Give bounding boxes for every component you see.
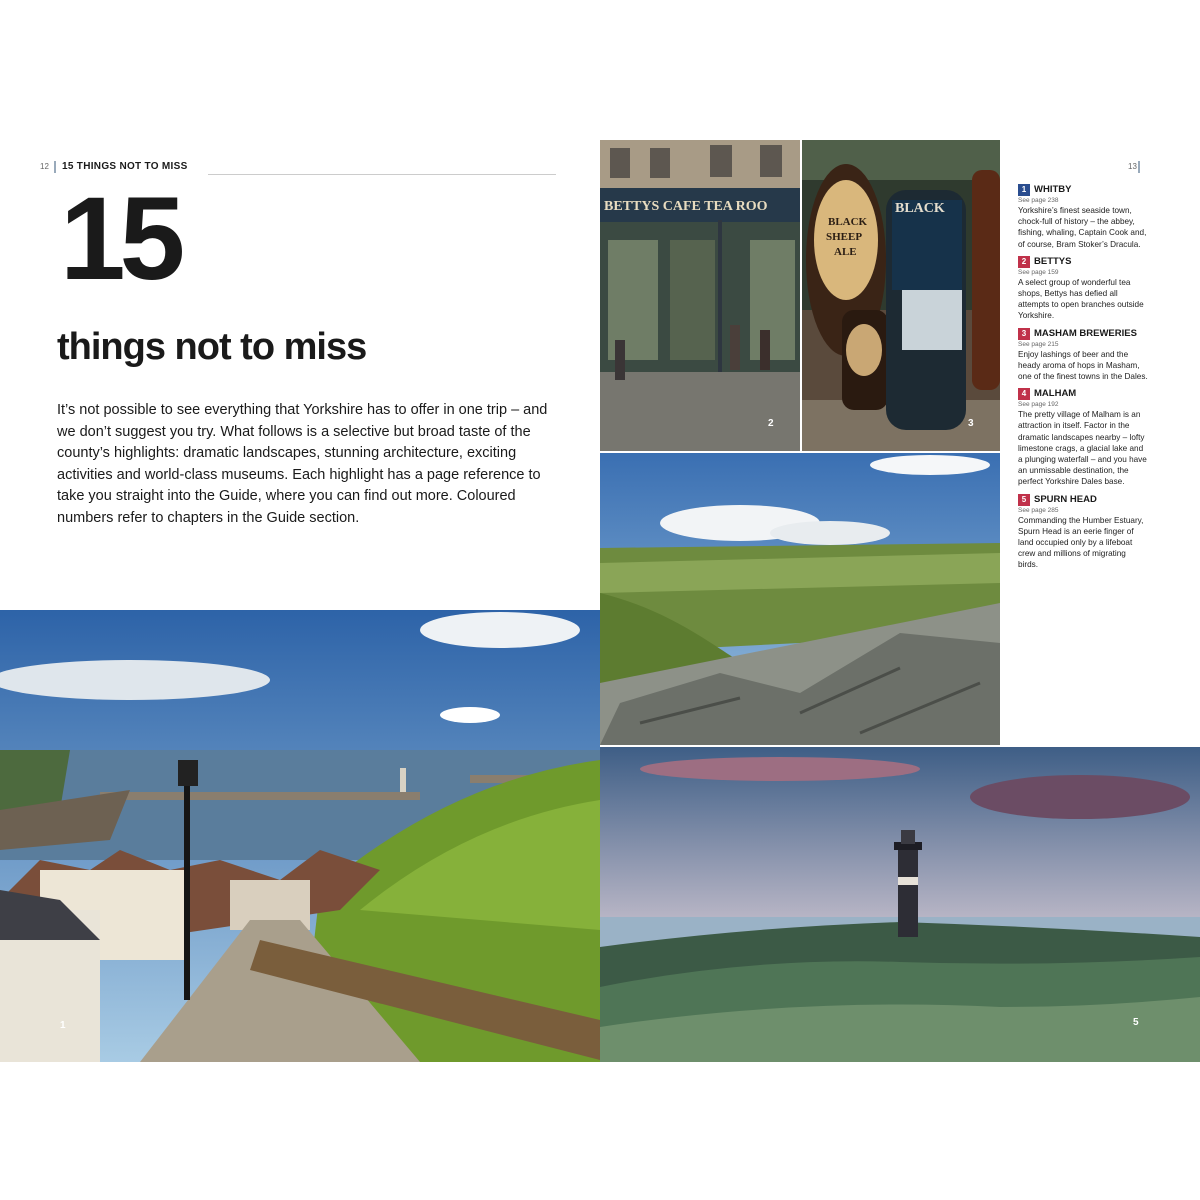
- photo-number-spurn-head: 5: [1133, 1017, 1139, 1028]
- highlight-masham-breweries: [1018, 328, 1148, 383]
- highlight-page-ref: See page 192: [1018, 401, 1059, 409]
- highlight-number-badge: 1: [1018, 184, 1030, 196]
- header-accent-bar: [54, 161, 56, 173]
- header-rule: [208, 174, 556, 175]
- ale-label-top: BLACK: [828, 216, 868, 228]
- highlight-description: Yorkshire’s finest seaside town, chock-full of history – the abbey, fishing, whaling, Captain Cook and, of course, Bram Stoker’s Dracula.: [1018, 206, 1147, 249]
- photo-malham: [600, 453, 1000, 745]
- highlight-description: Enjoy lashings of beer and the heady aroma of hops in Masham, one of the finest towns in the Dales.: [1018, 349, 1148, 382]
- highlight-title: BETTYS: [1034, 255, 1072, 267]
- highlight-title: SPURN HEAD: [1034, 493, 1097, 505]
- highlight-description: The pretty village of Malham is an attraction in itself. Factor in the dramatic landscapes nearby – lofty limestone crags, a glacial lake and a plunging waterfall – and you have an unmissable destination, the perfect Yorkshire Dales base.: [1018, 410, 1147, 487]
- highlight-number-badge: 4: [1018, 388, 1030, 400]
- photo-number-whitby: 1: [60, 1020, 66, 1031]
- highlight-page-ref: See page 215: [1018, 340, 1059, 348]
- bettys-sign: BETTYS CAFE TEA ROO: [604, 199, 768, 214]
- photo-whitby: [0, 610, 600, 1062]
- highlight-page-ref: See page 159: [1018, 268, 1059, 276]
- photo-number-bettys: 2: [768, 418, 774, 429]
- ale-label-mid: SHEEP: [826, 231, 863, 243]
- highlights-list: [1018, 184, 1148, 577]
- photo-number-black-sheep: 3: [968, 418, 974, 429]
- highlight-number-badge: 2: [1018, 256, 1030, 268]
- highlight-title: MALHAM: [1034, 388, 1077, 400]
- highlight-page-ref: See page 238: [1018, 197, 1059, 204]
- highlight-number-badge: 3: [1018, 328, 1030, 340]
- right-header-accent-bar: [1138, 161, 1140, 173]
- highlight-number-badge: 5: [1018, 494, 1030, 506]
- highlight-whitby: [1018, 184, 1148, 250]
- highlight-title: WHITBY: [1034, 184, 1072, 195]
- hero-subtitle: things not to miss: [57, 326, 367, 368]
- intro-paragraph: It’s not possible to see everything that Yorkshire has to offer in one trip – and we don’t suggest you try. What follows is a selective but broad taste of the county’s highlights: dramatic landscapes, stunning architecture, exciting activities and world-class museums. Each highlight has a page reference to take you straight into the Guide, where you can find out more. Coloured numbers refer to chapters in the Guide section.: [57, 402, 548, 526]
- photo-bettys: [600, 140, 800, 451]
- photo-black-sheep-ale: [802, 140, 1000, 451]
- right-page-number: 13: [1128, 162, 1137, 171]
- highlight-title: MASHAM BREWERIES: [1034, 327, 1137, 339]
- left-page-number: 12: [40, 162, 49, 171]
- highlight-description: Commanding the Humber Estuary, Spurn Head is an eerie finger of land occupied only by a lifeboat crew and millions of migrating birds.: [1018, 515, 1144, 570]
- hero-number: 15: [60, 173, 180, 305]
- highlight-malham: [1018, 388, 1148, 487]
- highlight-page-ref: See page 285: [1018, 506, 1059, 514]
- ale-label-right: BLACK: [895, 201, 945, 216]
- highlight-spurn-head: [1018, 494, 1148, 571]
- photo-spurn-head: [600, 747, 1200, 1062]
- ale-label-bottom: ALE: [834, 246, 857, 258]
- section-title: 15 THINGS NOT TO MISS: [62, 161, 188, 172]
- highlight-description: A select group of wonderful tea shops, Bettys has defied all attempts to open branches outside Yorkshire.: [1018, 277, 1144, 321]
- highlight-bettys: [1018, 256, 1148, 322]
